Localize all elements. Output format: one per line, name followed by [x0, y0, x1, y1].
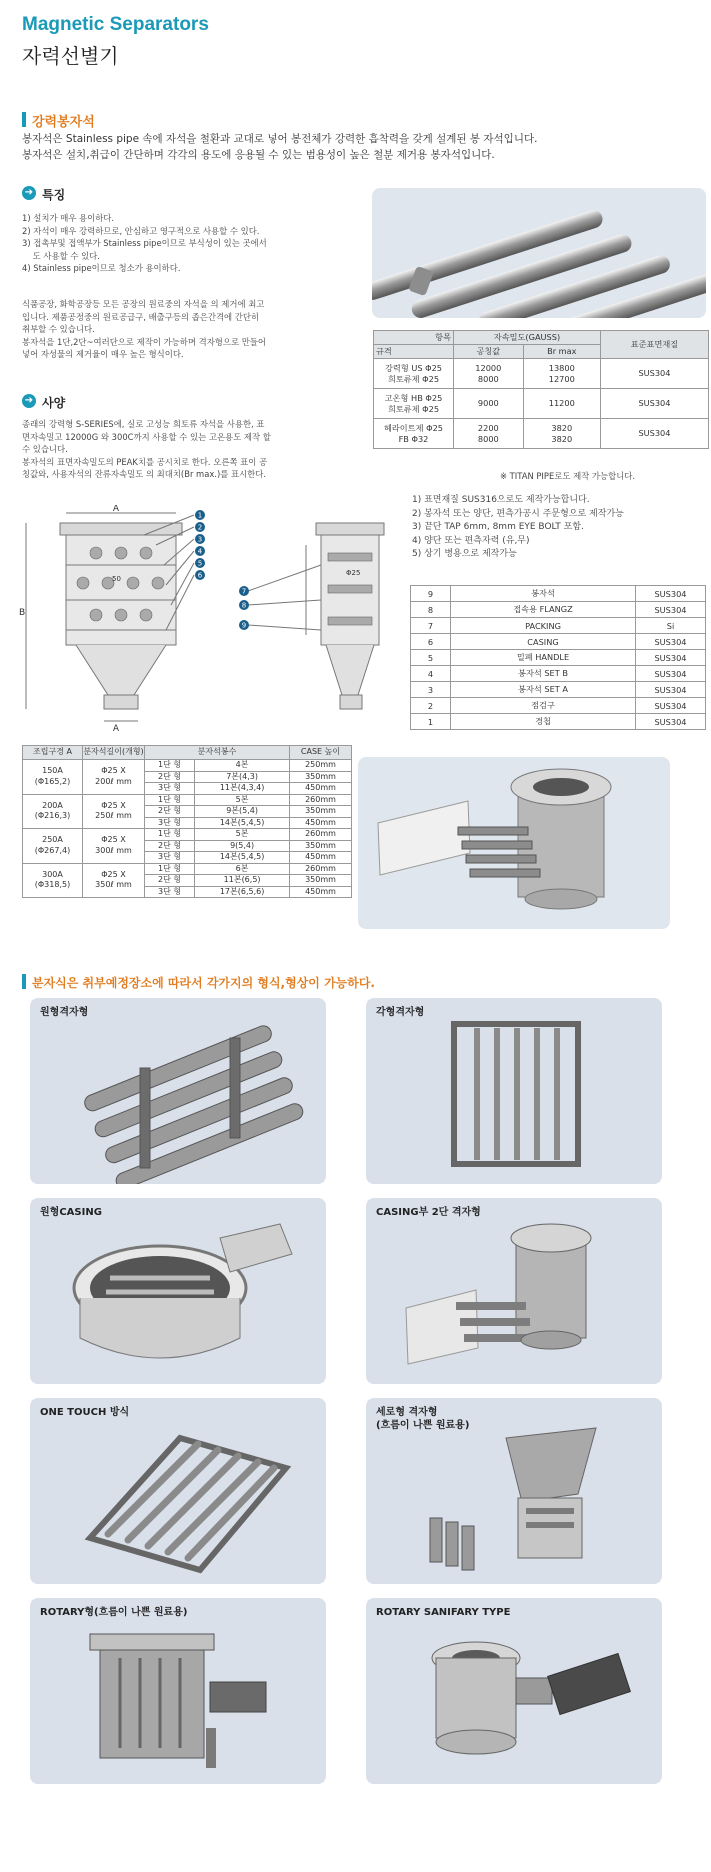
- panel-square-grid: [366, 998, 662, 1184]
- gauss-table: [373, 330, 709, 449]
- panel-label: ROTARY SANIFARY TYPE: [376, 1607, 511, 1618]
- features-para-line: 취부할 수 있습니다.: [22, 324, 95, 334]
- table-row: 150A (Φ165,2) Φ25 X 200ℓ mm 1단 형 4본 250mm: [23, 760, 352, 772]
- callout-4: 4: [197, 547, 203, 556]
- page-title-ko: 자력선별기: [22, 44, 119, 68]
- dim-label-b: B: [19, 608, 26, 618]
- rotary-sanitary-illustration: [366, 1598, 662, 1784]
- table-row: 고온형 HB Φ25 희토류제 Φ25 9000 11200 SUS304: [374, 389, 709, 419]
- table-row: 3단 형 14본(5,4,5) 450mm: [23, 852, 352, 864]
- table-row: 250A (Φ267,4) Φ25 X 300ℓ mm 1단 형 5본 260mm: [23, 829, 352, 841]
- spec-paragraph: [22, 418, 362, 481]
- square-grid-illustration: [366, 998, 662, 1184]
- features-item: 1) 설치가 매우 용이하다.: [22, 213, 115, 223]
- table-row: 3단 형 17본(6,5,6) 450mm: [23, 886, 352, 898]
- table-row: 2 점검구 SUS304: [411, 698, 706, 714]
- assembly-table: [22, 745, 352, 898]
- spec-line: 면자속밀고 12000G 와 300C까지 사용할 수 있는 고온용도 제작 할: [22, 431, 271, 442]
- table-row: 5 밀폐 HANDLE SUS304: [411, 650, 706, 666]
- features-item: 4) Stainless pipe이므로 청소가 용이하다.: [22, 263, 181, 273]
- table-row: 2단 형 7본(4,3) 350mm: [23, 771, 352, 783]
- panel-label: 각형격자형: [376, 1007, 425, 1018]
- casing-2stage-illustration: [366, 1198, 662, 1384]
- features-item: 도 사용할 수 있다.: [22, 250, 100, 261]
- bar-magnets-photo: [372, 188, 706, 318]
- table-row: 2단 형 9본(5,4) 350mm: [23, 806, 352, 818]
- table-header: 자속밀도(GAUSS): [454, 331, 601, 345]
- spec-line: 칭값와, 사용자석의 잔류자속밀도 의 최대치(Br max.)를 표시한다.: [22, 469, 267, 479]
- panel-rotary-sanitary: [366, 1598, 662, 1784]
- callout-6: 6: [197, 571, 203, 580]
- table-row: 헤라이트제 Φ25 FB Φ32 2200 8000 3820 3820 SUS304: [374, 419, 709, 449]
- gauss-note: ※ TITAN PIPE로도 제작 가능합니다.: [500, 471, 636, 481]
- table-row: 3단 형 14본(5,4,5) 450mm: [23, 817, 352, 829]
- features-para-line: 입니다. 제품공정중의 원료공급구, 배출구등의 좁은간격에 간단히: [22, 311, 260, 322]
- bar-magnets-illustration: [372, 188, 706, 318]
- panel-label: ONE TOUCH 방식: [40, 1407, 130, 1418]
- features-item: 3) 접촉부및 접액부가 Stainless pipe이므로 부식성이 있는 곳에서: [22, 238, 267, 248]
- table-row: 300A (Φ318,5) Φ25 X 350ℓ mm 1단 형 6본 260mm: [23, 863, 352, 875]
- section-title-types: 분자식은 취부예정장소에 따라서 각가지의 형식,형상이 가능하다.: [32, 976, 375, 990]
- table-row: 7 PACKING Si: [411, 618, 706, 634]
- table-header: Br max: [523, 345, 600, 359]
- table-row: 3 봉자석 SET A SUS304: [411, 682, 706, 698]
- callout-8: 8: [241, 601, 247, 610]
- section-desc-2: 봉자석은 설치,취급이 간단하며 각각의 용도에 응용될 수 있는 범용성이 높은 철분 제거용 봉자석입니다.: [22, 149, 495, 161]
- features-para-line: 식품공장, 화학공장등 모든 공장의 원료중의 자석을 의 제거에 최고: [22, 299, 265, 309]
- spec-title: 사양: [42, 396, 66, 410]
- dim-label-a: A: [112, 505, 120, 514]
- note-item: 1) 표면재질 SUS316으로도 제작가능합니다.: [412, 495, 590, 505]
- panel-one-touch: [30, 1398, 326, 1584]
- callout-9: 9: [241, 621, 247, 630]
- callout-3: 3: [197, 535, 203, 544]
- table-header: 항목: [374, 331, 454, 345]
- page-title-en: Magnetic Separators: [22, 14, 209, 35]
- rotary-illustration: [30, 1598, 326, 1784]
- table-header: 규격: [374, 345, 454, 359]
- features-list: [22, 212, 362, 275]
- table-header: 분자석길이(개형): [83, 746, 145, 760]
- round-grid-illustration: [30, 998, 326, 1184]
- panel-casing-2stage: [366, 1198, 662, 1384]
- panel-rotary: [30, 1598, 326, 1784]
- callout-5: 5: [197, 559, 203, 568]
- panel-vertical-grid: [366, 1398, 662, 1584]
- table-row: 4 봉자석 SET B SUS304: [411, 666, 706, 682]
- spec-line: 봉자석의 표면자속밀도의 PEAK치를 공시치로 한다. 오른쪽 표이 공: [22, 456, 268, 467]
- table-header: 표준표면재질: [600, 331, 708, 359]
- table-row: 2단 형 11본(6,5) 350mm: [23, 875, 352, 887]
- notes-list: [412, 494, 711, 562]
- table-header: CASE 높이: [290, 746, 352, 760]
- table-header: 분자석봉수: [145, 746, 290, 760]
- panel-label: 원형CASING: [40, 1207, 102, 1218]
- dim-label-a-bottom: A: [112, 724, 120, 733]
- table-row: 1 경첩 SUS304: [411, 714, 706, 730]
- dim-label-50: 50: [112, 575, 121, 583]
- note-item: 4) 양단 또는 편측자력 (유,무): [412, 535, 530, 546]
- spec-line: 수 있습니다.: [22, 444, 68, 454]
- features-para-line: 봉자석을 1단,2단~여러단으로 제작이 가능하며 격자형으로 만들어: [22, 336, 266, 347]
- features-item: 2) 자석이 매우 강력하므로, 안심하고 영구적으로 사용할 수 있다.: [22, 225, 260, 236]
- note-item: 5) 상기 병용으로 제작가능: [412, 549, 517, 559]
- technical-drawing: [16, 505, 406, 733]
- table-header: 공칭값: [454, 345, 524, 359]
- round-casing-illustration: [30, 1198, 326, 1384]
- callout-2: 2: [197, 523, 203, 532]
- note-item: 2) 봉자석 또는 양단, 편측가공시 주문형으로 제작가능: [412, 508, 624, 519]
- features-title: 특징: [42, 188, 66, 202]
- dim-label-phi: Φ25: [346, 569, 361, 577]
- section-marker: [22, 112, 26, 127]
- panel-label: 원형격자형: [40, 1007, 89, 1018]
- section-desc-1: 봉자석은 Stainless pipe 속에 자석을 철환과 교대로 넣어 봉전체가 강력한 흡착력을 갖게 설계된 봉 자석입니다.: [22, 133, 538, 145]
- note-item: 3) 끝단 TAP 6mm, 8mm EYE BOLT 포함.: [412, 522, 584, 532]
- table-row: 8 접속용 FLANGZ SUS304: [411, 602, 706, 618]
- table-row: 6 CASING SUS304: [411, 634, 706, 650]
- casing-photo: [358, 757, 670, 929]
- panel-label: ROTARY형(흐름이 나쁜 원료용): [40, 1607, 188, 1618]
- panel-label: CASING부 2단 격자형: [376, 1207, 481, 1218]
- features-para-line: 넣어 자성물의 제거율이 매우 높은 형식이다.: [22, 349, 184, 359]
- table-row: 9 봉자석 SUS304: [411, 586, 706, 602]
- panel-label: 세로형 격자형 (흐름이 나쁜 원료용): [376, 1407, 470, 1431]
- arrow-right-icon: ➔: [22, 186, 36, 200]
- panel-round-grid: [30, 998, 326, 1184]
- callout-7: 7: [241, 587, 247, 596]
- panel-round-casing: [30, 1198, 326, 1384]
- section-title-magnet-bar: 강력봉자석: [32, 115, 95, 130]
- one-touch-illustration: [30, 1398, 326, 1584]
- parts-table: [410, 585, 706, 730]
- arrow-right-icon: ➔: [22, 394, 36, 408]
- callout-1: 1: [197, 511, 203, 520]
- spec-line: 종래의 강력형 S-SERIES에, 실로 고성능 희토류 자석을 사용한, 표: [22, 419, 265, 429]
- section-marker: [22, 974, 26, 989]
- table-row: 200A (Φ216,3) Φ25 X 250ℓ mm 1단 형 5본 260mm: [23, 794, 352, 806]
- table-header: 조립구경 A: [23, 746, 83, 760]
- table-row: 2단 형 9(5,4) 350mm: [23, 840, 352, 852]
- table-row: 강력형 US Φ25 희토류제 Φ25 12000 8000 13800 12700 SUS304: [374, 359, 709, 389]
- table-row: 3단 형 11본(4,3,4) 450mm: [23, 783, 352, 795]
- features-paragraph: [22, 298, 362, 361]
